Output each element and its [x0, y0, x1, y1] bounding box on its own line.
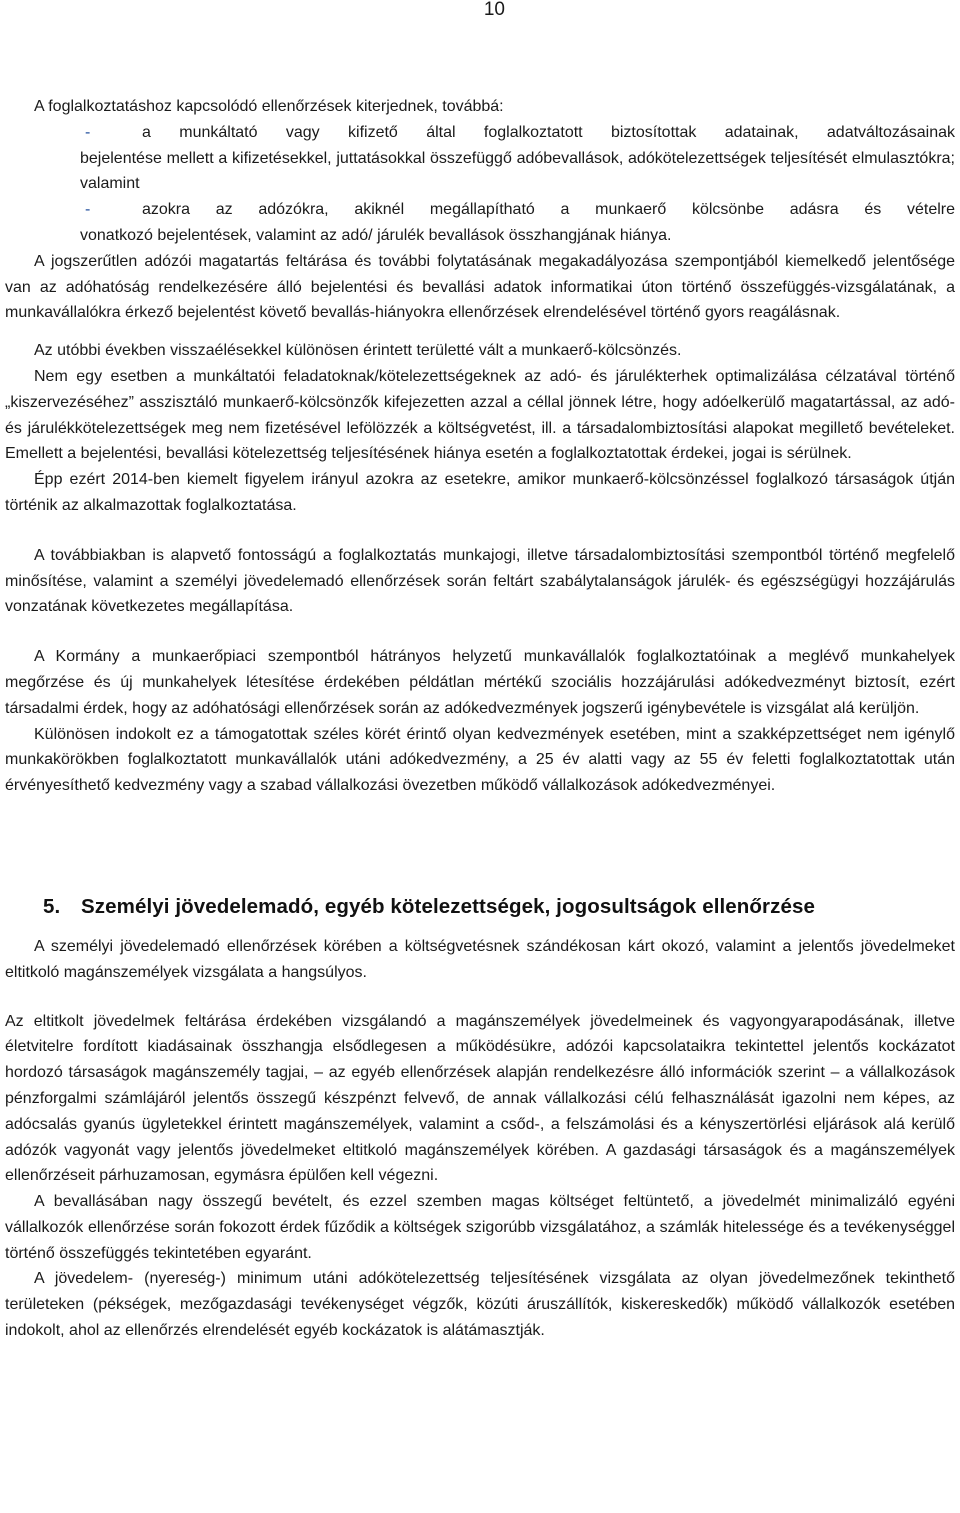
spacer	[5, 326, 955, 338]
spacer	[5, 620, 955, 644]
paragraph: Különösen indokolt ez a támogatottak széles körét érintő olyan kedvezmények esetében, mint a szakképzettséget nem igénylő munkakörökben foglalkoztatott munkavállalók utáni adókedvezmény, a 25 év alatti vagy az 55 év feletti foglalkoztatottak után érvényesíthető kedvezmény vagy a szabad vállalkozási övezetben működő vállalkozások adókedvezményei.	[5, 725, 955, 795]
intro-paragraph: A foglalkoztatáshoz kapcsolódó ellenőrzések kiterjednek, továbbá:	[34, 98, 504, 115]
list-item-continuation: vonatkozó bejelentések, valamint az adó/ járulék bevallások összhangjának hiánya.	[80, 226, 672, 244]
list-item	[5, 120, 955, 197]
spacer	[5, 799, 955, 892]
paragraph: Nem egy esetben a munkáltatói feladatoknak/kötelezettségeknek az adó- és járulékterhek optimalizálása célzatával történő „kiszervezéséhez” asszisztáló munkaerő-kölcsönzők kifejezetten azzal a céllal jönnek létre, hogy adóelkerülő magatartással, az adó- és járulékkötelezettségek meg nem fizetésével lefölözzék a költségvetést, ill. a társadalombiztosítási alapokat megillető bevételeket. Emellett a bejelentési, bevallási kötelezettség teljesítésének hiánya esetén a foglalkoztatottak érdekei, jogai is sérülnek.	[5, 367, 955, 463]
document-body	[5, 94, 955, 1344]
section-number: 5.	[43, 894, 61, 918]
paragraph: A jövedelem- (nyereség-) minimum utáni adókötelezettség teljesítésének vizsgálata az olyan jövedelmezőnek tekinthető területeken (pékségek, mezőgazdasági tevékenységet végzők, közúti áruszállítók, kiskereskedők) működő vállalkozók esetében indokolt, ahol az ellenőrzés elrendelését egyéb kockázatok is alátámasztják.	[5, 1270, 955, 1340]
list-item-text: a munkáltató vagy kifizető által foglalkoztatott biztosítottak adatainak, adatváltozásainak	[142, 123, 955, 141]
paragraph: Az eltitkolt jövedelmek feltárása érdekében vizsgálandó a magánszemélyek jövedelmeinek és vagyongyarapodásának, illetve életvitelre fordított kiadásainak összhangja elsődlegesen a működésükre, adózói kapcsolataikra tekintettel jelentős kockázatot hordozó társaságok magánszemély tagjai, – az egyéb ellenőrzések alapján rendelkezésre álló információk szerint – a vállalkozások pénzforgalmi számlájáról jelentős összegű készpénzt felvevő, de annak vállalkozási célú felhasználását igazolni nem képes, az adócsalás gyanús ügyletekkel érintett magánszemélyek, valamint a csőd-, a felszámolási és a kényszertörlési eljárások alá kerülő adózók vagyonát vagy jelentős jövedelmeket eltitkoló magánszemélyek körében. A gazdasági társaságok és a magánszemélyek ellenőrzéseit párhuzamosan, egymásra épülően kell végezni.	[5, 1012, 955, 1185]
dash-bullet: -	[85, 123, 91, 141]
paragraph: A Kormány a munkaerőpiaci szempontból hátrányos helyzetű munkavállalók foglalkoztatóinak a meglévő munkahelyek megőrzése és új munkahelyek létesítése érdekében példátlan mértékű szociális hozzájárulási adókedvezményt biztosít, ezért társadalmi érdek, hogy az adóhatósági ellenőrzések során az adókedvezmények jogszerű igénybevétele is vizsgálat alá kerüljön.	[5, 648, 955, 717]
list-item-continuation: bejelentése mellett a kifizetésekkel, juttatásokkal összefüggő adóbevallások, adókötelezettségek teljesítését elmulasztókra; valamint	[80, 149, 955, 193]
dash-bullet: -	[85, 201, 91, 219]
list-item-text: azokra az adózókra, akiknél megállapítható a munkaerő kölcsönbe adásra és vételre	[142, 201, 955, 219]
list-item-first-line	[85, 120, 955, 146]
spacer	[5, 519, 955, 543]
section-heading	[43, 892, 955, 922]
paragraph: A továbbiakban is alapvető fontosságú a foglalkoztatás munkajogi, illetve társadalombiztosítási szempontból történő megfelelő minősítése, valamint a személyi jövedelemadó ellenőrzések során feltárt szabálytalanságok járulék- és egészségügyi hozzájárulás vonzatának következetes megállapítása.	[5, 546, 955, 616]
page-number: 10	[483, 0, 505, 20]
paragraph: Az utóbbi években visszaélésekkel különösen érintett területté vált a munkaerő-kölcsönzés.	[34, 342, 682, 360]
paragraph: Épp ezért 2014-ben kiemelt figyelem irányul azokra az esetekre, amikor munkaerő-kölcsönzéssel foglalkozó társaságok útján történik az alkalmazottak foglalkoztatása.	[5, 471, 955, 514]
list-item-first-line	[85, 197, 955, 223]
list-item	[5, 197, 955, 249]
paragraph: A bevallásában nagy összegű bevételt, és ezzel szemben magas költséget feltüntető, a jövedelmét minimalizáló egyéni vállalkozók ellenőrzése során fokozott érdek fűződik a költségek szigorúbb vizsgálatához, a számlák hitelessége és a tevékenységgel történő összefüggés tekintetében egyaránt.	[5, 1193, 955, 1262]
spacer	[5, 922, 955, 934]
paragraph: A jogszerűtlen adózói magatartás feltárása és további folytatásának megakadályozása szempontjából kiemelkedő jelentősége van az adóhatóság rendelkezésére álló bejelentési és bevallási adatok informatikai úton történő összefüggés-vizsgálatának, a munkavállalókra érkező bejelentést követő bevallás-hiányokra ellenőrzések elrendelésével történő gyors reagálásnak.	[5, 252, 955, 322]
paragraph: A személyi jövedelemadó ellenőrzések körében a költségvetésnek szándékosan kárt okozó, valamint a jelentős jövedelmeket eltitkoló magánszemélyek vizsgálata a hangsúlyos.	[5, 937, 955, 981]
section-title: Személyi jövedelemadó, egyéb kötelezettségek, jogosultságok ellenőrzése	[81, 894, 815, 918]
spacer	[5, 986, 955, 1009]
